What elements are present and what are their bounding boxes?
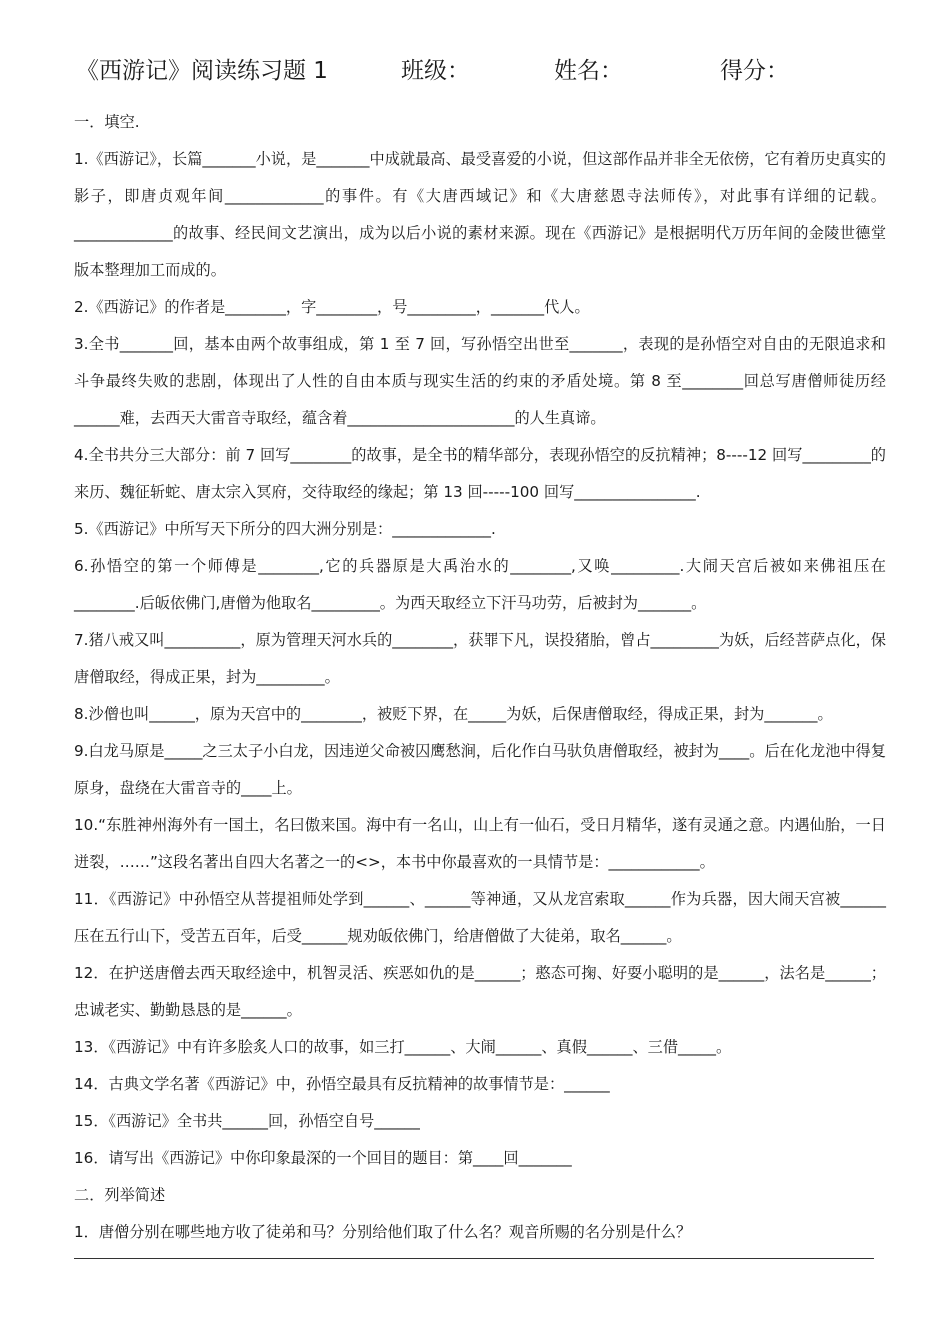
question-item: 13．《西游记》中有许多脍炙人口的故事，如三打______、大闹______、真假______、三借_____。 [74,1038,732,1056]
class-label: 班级： [401,58,470,84]
question-item: 14．古典文学名著《西游记》中，孙悟空最具有反抗精神的故事情节是：______ [74,1075,610,1093]
worksheet-title: 《西游记》阅读练习题 1 [76,58,328,84]
section-heading-list-describe: 二．列举简述 [74,1186,166,1204]
question-item: 1．唐僧分别在哪些地方收了徒弟和马？分别给他们取了什么名？观音所赐的名分别是什么？ [74,1223,692,1241]
worksheet-header [76,52,896,88]
question-item: 7.猪八戒又叫__________，原为管理天河水兵的________，获罪下凡，误投猪胎，曾占_________为妖，后经菩萨点化，保唐僧取经，得成正果，封为_________。 [74,631,886,686]
question-item: 8.沙僧也叫______，原为天宫中的________，被贬下界，在_____为妖，后保唐僧取经，得成正果，封为_______。 [74,705,833,723]
question-item: 6.孙悟空的第一个师傅是________,它的兵器原是大禹治水的________,又唤_________.大闹天宫后被如来佛祖压在________.后皈依佛门,唐僧为他取名_________。为西天取经立下汗马功劳，后被封为_______。 [74,557,886,612]
question-item: 11．《西游记》中孙悟空从菩提祖师处学到______、______等神通，又从龙宫索取______作为兵器，因大闹天宫被______压在五行山下，受苦五百年，后受______规劝皈依佛门，给唐僧做了大徒弟，取名______。 [74,890,886,945]
answer-line [74,1258,874,1259]
score-label: 得分： [720,58,789,84]
question-item: 1.《西游记》，长篇_______小说，是_______中成就最高、最受喜爱的小说，但这部作品并非全无依傍，它有着历史真实的影子，即唐贞观年间_____________的事件。有《大唐西域记》和《大唐慈恩寺法师传》，对此事有详细的记载。_____________的故事、经民间文艺演出，成为以后小说的素材来源。现在《西游记》是根据明代万历年间的金陵世德堂版本整理加工而成的。 [74,150,886,279]
question-item: 5.《西游记》中所写天下所分的四大洲分别是：_____________. [74,520,496,538]
worksheet-body [74,104,886,1251]
question-item: 3.全书_______回，基本由两个故事组成，第 1 至 7 回，写孙悟空出世至_______，表现的是孙悟空对自由的无限追求和斗争最终失败的悲剧，体现出了人性的自由本质与现实生活的约束的矛盾处境。第 8 至________回总写唐僧师徒历经______难，去西天大雷音寺取经，蕴含着______________________的人生真谛。 [74,335,886,427]
name-label: 姓名： [554,58,623,84]
question-item: 12．在护送唐僧去西天取经途中，机智灵活、疾恶如仇的是______；憨态可掬、好耍小聪明的是______，法名是______；忠诚老实、勤勤恳恳的是______。 [74,964,886,1019]
question-item: 4.全书共分三大部分：前 7 回写________的故事，是全书的精华部分，表现孙悟空的反抗精神；8----12 回写_________的来历、魏征斩蛇、唐太宗入冥府，交待取经的缘起；第 13 回-----100 回写________________. [74,446,886,501]
question-item: 9.白龙马原是_____之三太子小白龙，因违逆父命被囚鹰愁涧，后化作白马驮负唐僧取经，被封为____。后在化龙池中得复原身，盘绕在大雷音寺的____上。 [74,742,886,797]
section-heading-fill-blank: 一．填空. [74,113,140,131]
question-item: 16．请写出《西游记》中你印象最深的一个回目的题目：第____回_______ [74,1149,572,1167]
question-item: 2.《西游记》的作者是________，字________，号_________，_______代人。 [74,298,590,316]
question-item: 10.“东胜神州海外有一国土，名曰傲来国。海中有一名山，山上有一仙石，受日月精华，遂有灵通之意。内遇仙胎，一日迸裂，……”这段名著出自四大名著之一的<>，本书中你最喜欢的一具情节是：____________。 [74,816,886,871]
question-item: 15．《西游记》全书共______回，孙悟空自号______ [74,1112,420,1130]
